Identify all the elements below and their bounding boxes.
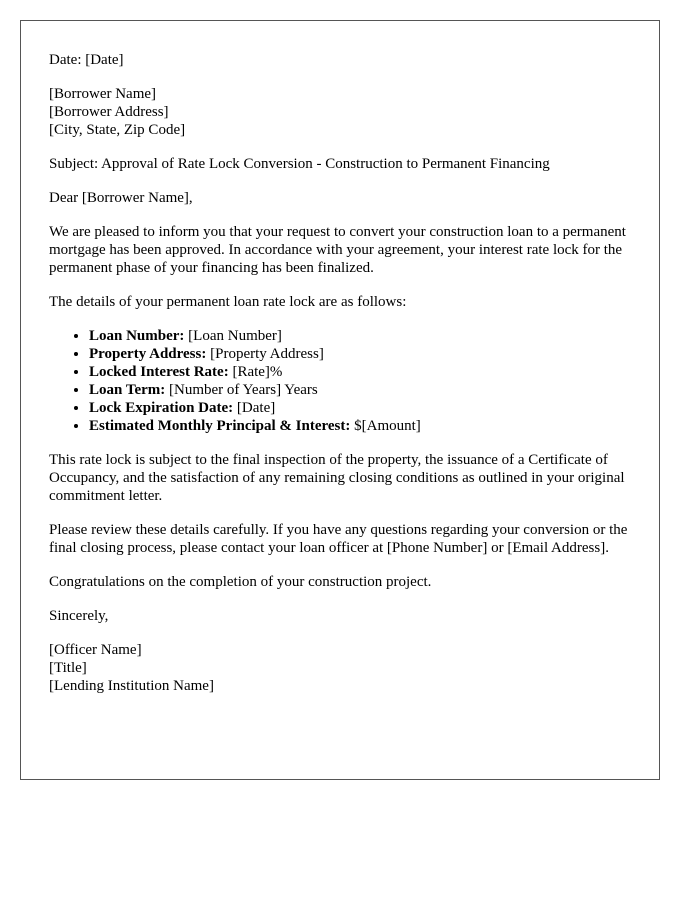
recipient-city-state-zip: [City, State, Zip Code] bbox=[49, 122, 186, 138]
recipient-name: [Borrower Name] bbox=[49, 86, 157, 102]
closing-line: Sincerely, bbox=[49, 608, 109, 624]
detail-label: Loan Term: bbox=[89, 382, 166, 398]
detail-label: Loan Number: bbox=[89, 328, 185, 344]
review-paragraph: Please review these details carefully. If you have any questions regarding your conversion or the final closing process, please contact your loan officer at [Phone Number] or [Email Address]. bbox=[49, 522, 628, 556]
loan-details-list bbox=[49, 327, 631, 435]
letter-page bbox=[20, 20, 660, 780]
detail-label: Locked Interest Rate: bbox=[89, 364, 229, 380]
detail-value: [Rate]% bbox=[228, 364, 283, 380]
detail-label: Property Address: bbox=[89, 346, 207, 362]
recipient-address: [Borrower Address] bbox=[49, 104, 169, 120]
subject-line: Subject: Approval of Rate Lock Conversion - Construction to Permanent Financing bbox=[49, 156, 550, 172]
salutation: Dear [Borrower Name], bbox=[49, 190, 193, 206]
conditions-paragraph: This rate lock is subject to the final inspection of the property, the issuance of a Certificate of Occupancy, and the satisfaction of any remaining closing conditions as outlined in your original commitment letter. bbox=[49, 452, 625, 504]
signature-block bbox=[49, 641, 631, 695]
detail-value: [Number of Years] Years bbox=[165, 382, 318, 398]
congratulations-paragraph: Congratulations on the completion of your construction project. bbox=[49, 574, 432, 590]
recipient-block bbox=[49, 85, 631, 139]
institution-name: [Lending Institution Name] bbox=[49, 678, 214, 694]
detail-value: [Date] bbox=[233, 400, 276, 416]
details-intro: The details of your permanent loan rate lock are as follows: bbox=[49, 294, 407, 310]
date-line: Date: [Date] bbox=[49, 52, 124, 68]
detail-property-address bbox=[89, 345, 631, 363]
detail-label: Lock Expiration Date: bbox=[89, 400, 234, 416]
detail-label: Estimated Monthly Principal & Interest: bbox=[89, 418, 351, 434]
detail-value: [Loan Number] bbox=[184, 328, 282, 344]
detail-value: [Property Address] bbox=[206, 346, 324, 362]
detail-lock-expiration-date bbox=[89, 399, 631, 417]
officer-title: [Title] bbox=[49, 660, 87, 676]
detail-value: $[Amount] bbox=[350, 418, 421, 434]
intro-paragraph: We are pleased to inform you that your request to convert your construction loan to a permanent mortgage has been approved. In accordance with your agreement, your interest rate lock for the permanent phase of your financing has been finalized. bbox=[49, 224, 626, 276]
detail-locked-interest-rate bbox=[89, 363, 631, 381]
detail-loan-number bbox=[89, 327, 631, 345]
detail-loan-term bbox=[89, 381, 631, 399]
officer-name: [Officer Name] bbox=[49, 642, 142, 658]
detail-monthly-payment bbox=[89, 417, 631, 435]
